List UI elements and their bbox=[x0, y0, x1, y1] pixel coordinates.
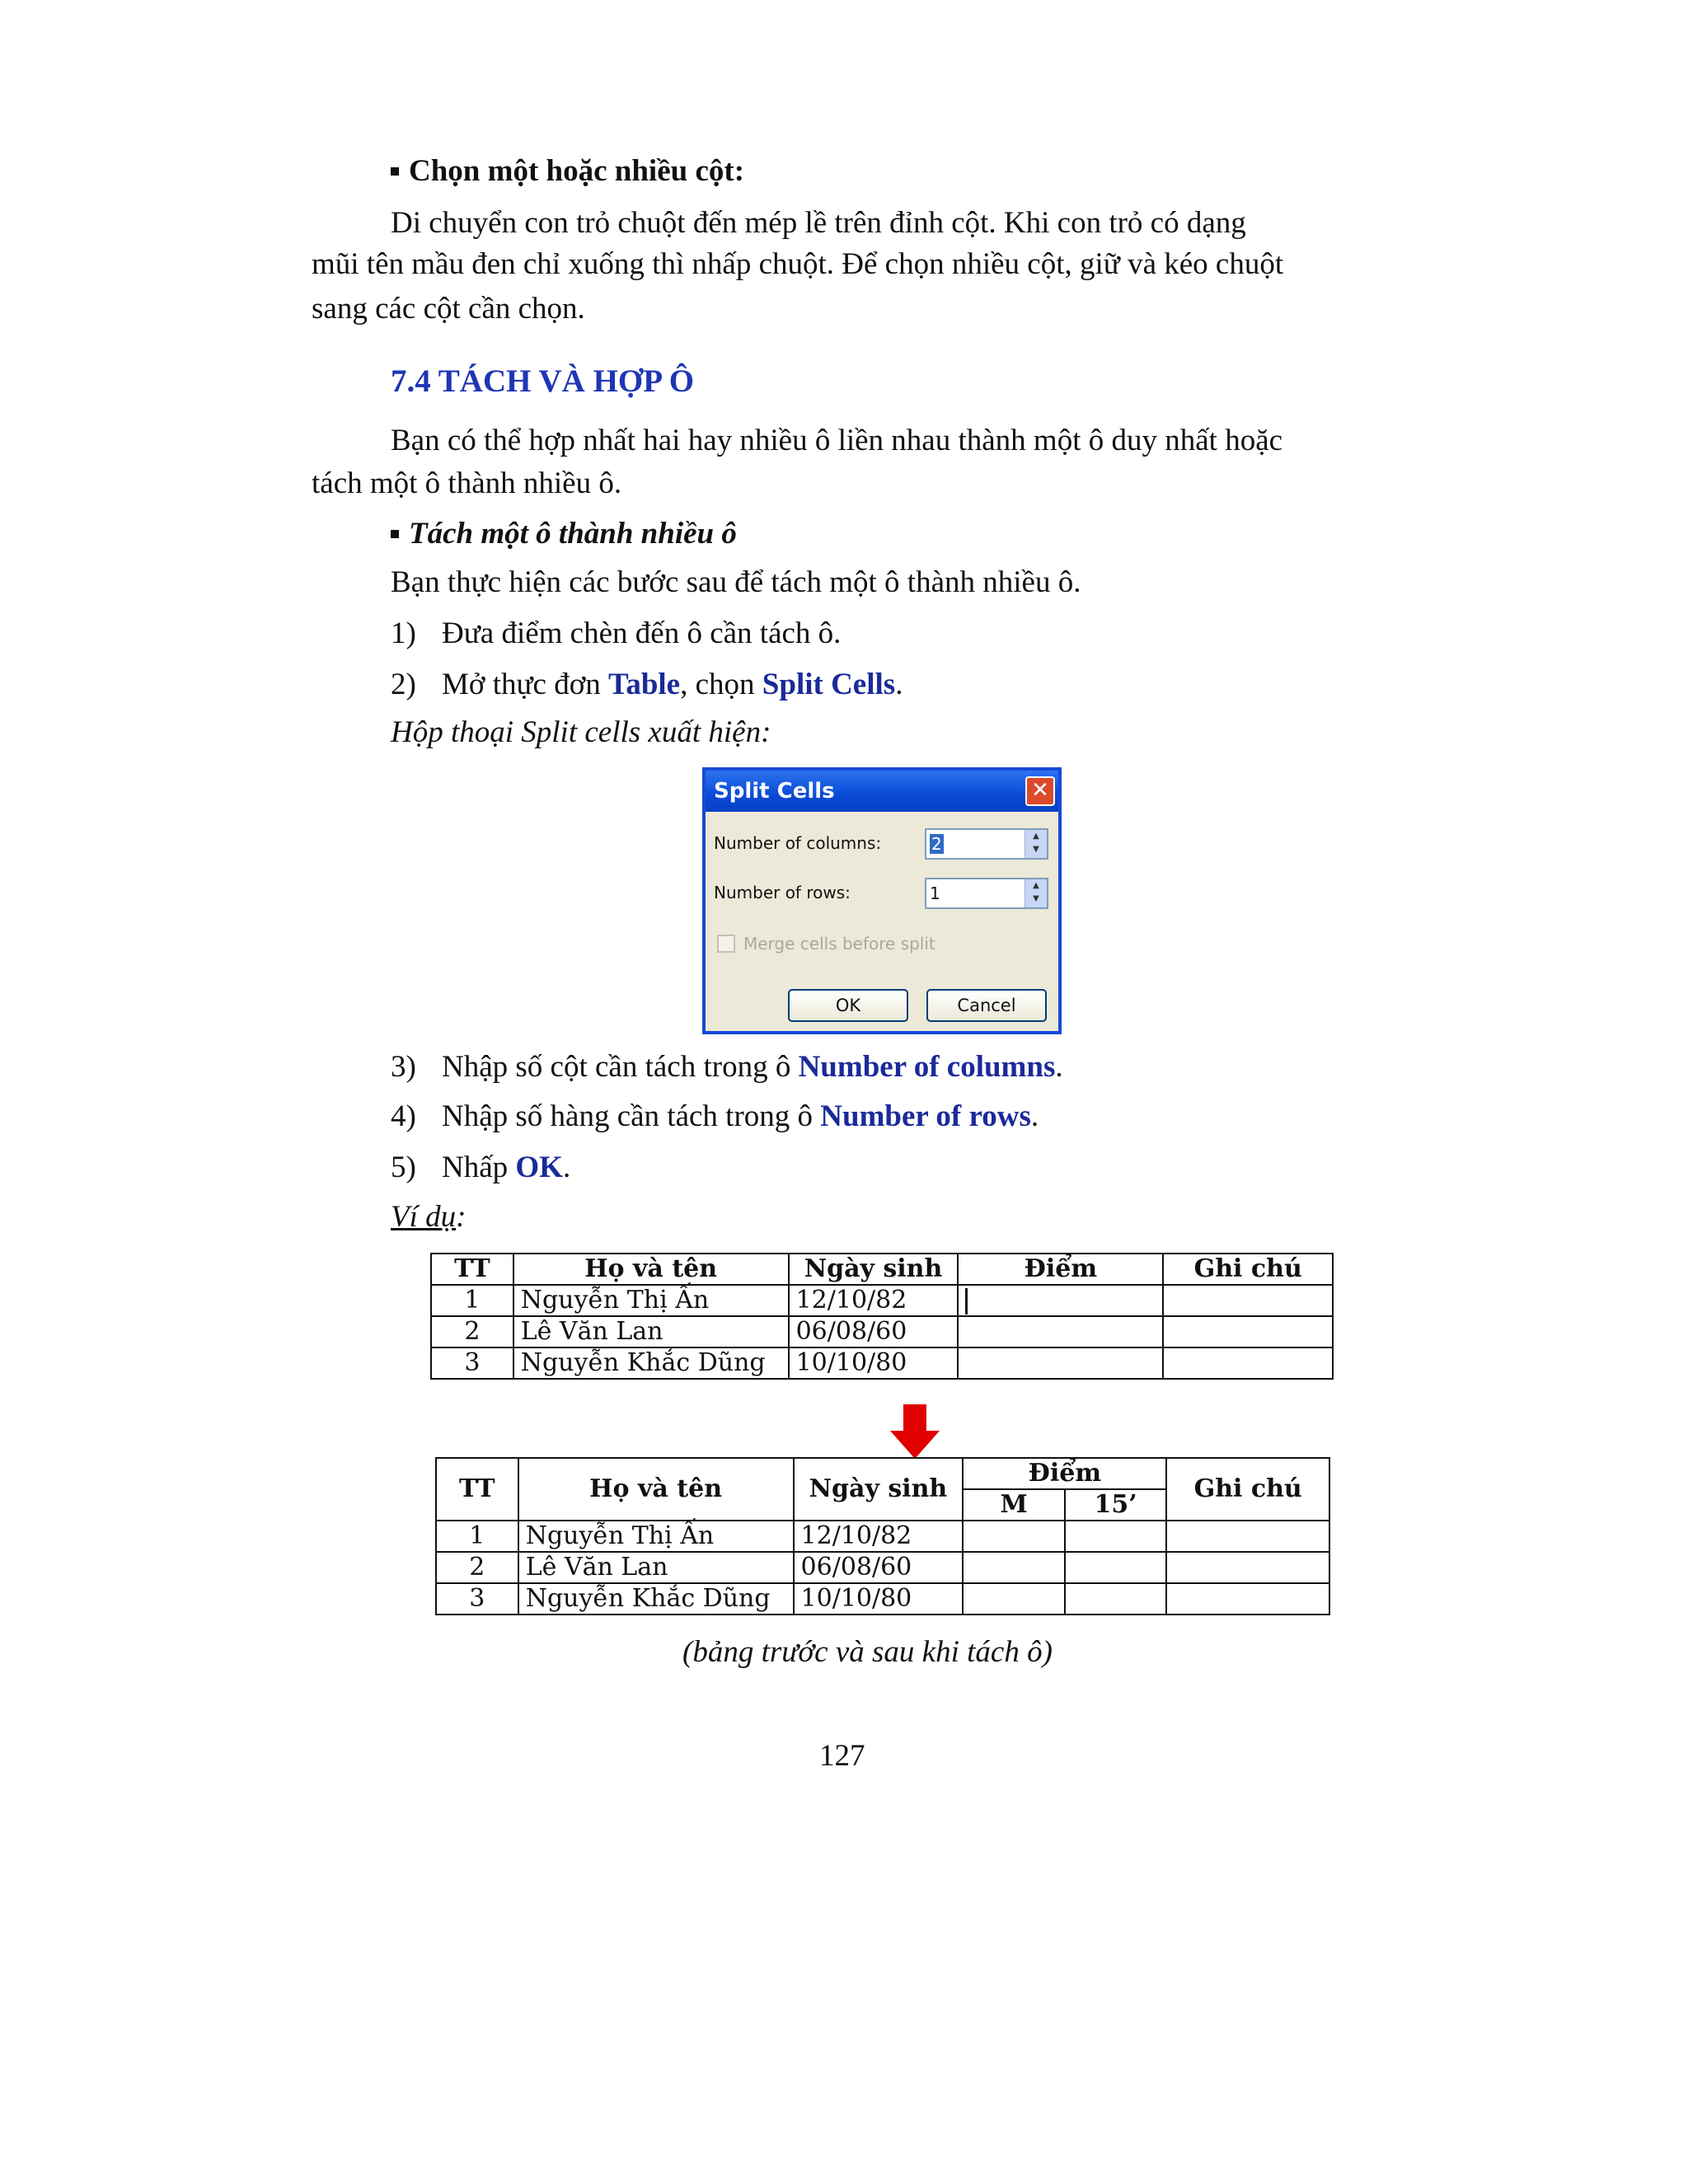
table-cell bbox=[1166, 1552, 1329, 1583]
step-2: 2) Mở thực đơn Table, chọn Split Cells. bbox=[391, 668, 903, 701]
example-label: Ví dụ: bbox=[391, 1200, 467, 1234]
figure-caption: (bảng trước và sau khi tách ô) bbox=[682, 1635, 1053, 1669]
text-cursor-icon bbox=[965, 1288, 968, 1315]
step-1: 1) Đưa điểm chèn đến ô cần tách ô. bbox=[391, 616, 842, 650]
table-cell: 06/08/60 bbox=[789, 1316, 959, 1347]
header-cell: Ngày sinh bbox=[794, 1458, 964, 1521]
table-cell: 3 bbox=[436, 1583, 518, 1615]
close-icon[interactable]: ✕ bbox=[1025, 776, 1055, 806]
table-row bbox=[431, 1285, 1333, 1316]
spin-down-icon[interactable]: ▼ bbox=[1033, 845, 1039, 854]
table-cell: 3 bbox=[431, 1347, 513, 1379]
table-cell: Nguyễn Khắc Dũng bbox=[513, 1347, 789, 1379]
spin-up-icon[interactable]: ▲ bbox=[1033, 832, 1039, 841]
subheader-cell: 15’ bbox=[1065, 1489, 1167, 1521]
header-cell-merged: Điểm bbox=[963, 1458, 1166, 1489]
table-cell bbox=[963, 1552, 1064, 1583]
page-number: 127 bbox=[819, 1739, 865, 1773]
columns-value[interactable]: 2 bbox=[931, 834, 942, 854]
table-cell bbox=[1065, 1583, 1167, 1615]
table-before bbox=[430, 1253, 1334, 1380]
table-cell: 12/10/82 bbox=[794, 1521, 964, 1552]
bullet-square-icon bbox=[391, 530, 399, 538]
table-cell: Nguyễn Khắc Dũng bbox=[518, 1583, 794, 1615]
table-row bbox=[431, 1347, 1333, 1379]
header-cell: Họ và tên bbox=[513, 1254, 789, 1285]
paragraph-line: mũi tên mầu đen chỉ xuống thì nhấp chuột. Để chọn nhiều cột, giữ và kéo chuột bbox=[312, 247, 1284, 281]
step-4: 4) Nhập số hàng cần tách trong ô Number of rows. bbox=[391, 1099, 1039, 1133]
rows-spinner[interactable] bbox=[925, 878, 1048, 909]
keyword-number-of-rows: Number of rows bbox=[820, 1099, 1031, 1133]
steps-intro: Bạn thực hiện các bước sau để tách một ô thành nhiều ô. bbox=[391, 565, 1081, 599]
keyword-split-cells: Split Cells bbox=[762, 668, 896, 701]
table-cell: Lê Văn Lan bbox=[513, 1316, 789, 1347]
header-cell: Ghi chú bbox=[1166, 1458, 1329, 1521]
table-cell bbox=[1166, 1521, 1329, 1552]
table-cell: Nguyễn Thị Ấn bbox=[513, 1285, 789, 1316]
paragraph-line: Di chuyển con trỏ chuột đến mép lề trên đỉnh cột. Khi con trỏ có dạng bbox=[391, 206, 1246, 240]
paragraph-line: tách một ô thành nhiều ô. bbox=[312, 466, 622, 500]
merge-cells-checkbox[interactable] bbox=[717, 935, 735, 953]
table-cell bbox=[1163, 1347, 1333, 1379]
rows-value[interactable]: 1 bbox=[930, 883, 940, 903]
rows-spin-buttons[interactable] bbox=[1025, 879, 1047, 907]
table-cell bbox=[1065, 1521, 1167, 1552]
bullet-square-icon bbox=[391, 167, 399, 176]
columns-spinner[interactable] bbox=[925, 828, 1048, 860]
table-cell: 12/10/82 bbox=[789, 1285, 959, 1316]
header-cell: Điểm bbox=[958, 1254, 1163, 1285]
table-cell: 2 bbox=[431, 1316, 513, 1347]
table-cell: 06/08/60 bbox=[794, 1552, 964, 1583]
paragraph-line: Bạn có thể hợp nhất hai hay nhiều ô liền nhau thành một ô duy nhất hoặc bbox=[391, 424, 1283, 457]
table-cell: 2 bbox=[436, 1552, 518, 1583]
merge-cells-label: Merge cells before split bbox=[743, 934, 935, 954]
header-cell: TT bbox=[436, 1458, 518, 1521]
step-5: 5) Nhấp OK. bbox=[391, 1151, 571, 1184]
table-cell: Lê Văn Lan bbox=[518, 1552, 794, 1583]
columns-label: Number of columns: bbox=[714, 833, 882, 853]
paragraph-line: sang các cột cần chọn. bbox=[312, 292, 585, 326]
header-cell: Ngày sinh bbox=[789, 1254, 959, 1285]
table-cell: Nguyễn Thị Ấn bbox=[518, 1521, 794, 1552]
table-row bbox=[436, 1521, 1329, 1552]
split-cells-dialog bbox=[702, 767, 1062, 1034]
down-arrow-icon bbox=[890, 1404, 940, 1459]
table-row bbox=[436, 1583, 1329, 1615]
header-cell: Ghi chú bbox=[1163, 1254, 1333, 1285]
keyword-ok: OK bbox=[515, 1151, 563, 1184]
table-row bbox=[431, 1316, 1333, 1347]
table-row bbox=[436, 1552, 1329, 1583]
columns-spin-buttons[interactable] bbox=[1025, 830, 1047, 858]
table-cell bbox=[963, 1521, 1064, 1552]
spin-up-icon[interactable]: ▲ bbox=[1033, 881, 1039, 890]
rows-label: Number of rows: bbox=[714, 883, 851, 902]
table-cell: 10/10/80 bbox=[794, 1583, 964, 1615]
dialog-title: Split Cells bbox=[714, 779, 835, 804]
cancel-button[interactable]: Cancel bbox=[926, 989, 1047, 1022]
table-cell-insertion-point[interactable] bbox=[958, 1285, 1163, 1316]
table-header-row bbox=[431, 1254, 1333, 1285]
spin-down-icon[interactable]: ▼ bbox=[1033, 894, 1039, 903]
step-3: 3) Nhập số cột cần tách trong ô Number of columns. bbox=[391, 1050, 1063, 1084]
header-cell: TT bbox=[431, 1254, 513, 1285]
table-cell: 1 bbox=[436, 1521, 518, 1552]
sub-heading-split-cell: Tách một ô thành nhiều ô bbox=[391, 516, 737, 551]
ok-button[interactable]: OK bbox=[788, 989, 908, 1022]
subheader-cell: M bbox=[963, 1489, 1064, 1521]
table-cell bbox=[1065, 1552, 1167, 1583]
table-cell bbox=[958, 1316, 1163, 1347]
dialog-caption: Hộp thoại Split cells xuất hiện: bbox=[391, 715, 771, 749]
dialog-title-bar bbox=[706, 771, 1058, 812]
table-cell bbox=[1166, 1583, 1329, 1615]
table-cell bbox=[1163, 1316, 1333, 1347]
table-cell bbox=[958, 1347, 1163, 1379]
section-heading-choose-columns: Chọn một hoặc nhiều cột: bbox=[391, 153, 744, 189]
header-cell: Họ và tên bbox=[518, 1458, 794, 1521]
table-header-row bbox=[436, 1458, 1329, 1489]
table-after bbox=[435, 1457, 1330, 1615]
table-cell bbox=[1163, 1285, 1333, 1316]
section-heading-7-4: 7.4 TÁCH VÀ HỢP Ô bbox=[391, 363, 695, 399]
keyword-number-of-columns: Number of columns bbox=[798, 1050, 1056, 1084]
keyword-table: Table bbox=[608, 668, 681, 701]
table-cell bbox=[963, 1583, 1064, 1615]
table-cell: 1 bbox=[431, 1285, 513, 1316]
table-cell: 10/10/80 bbox=[789, 1347, 959, 1379]
